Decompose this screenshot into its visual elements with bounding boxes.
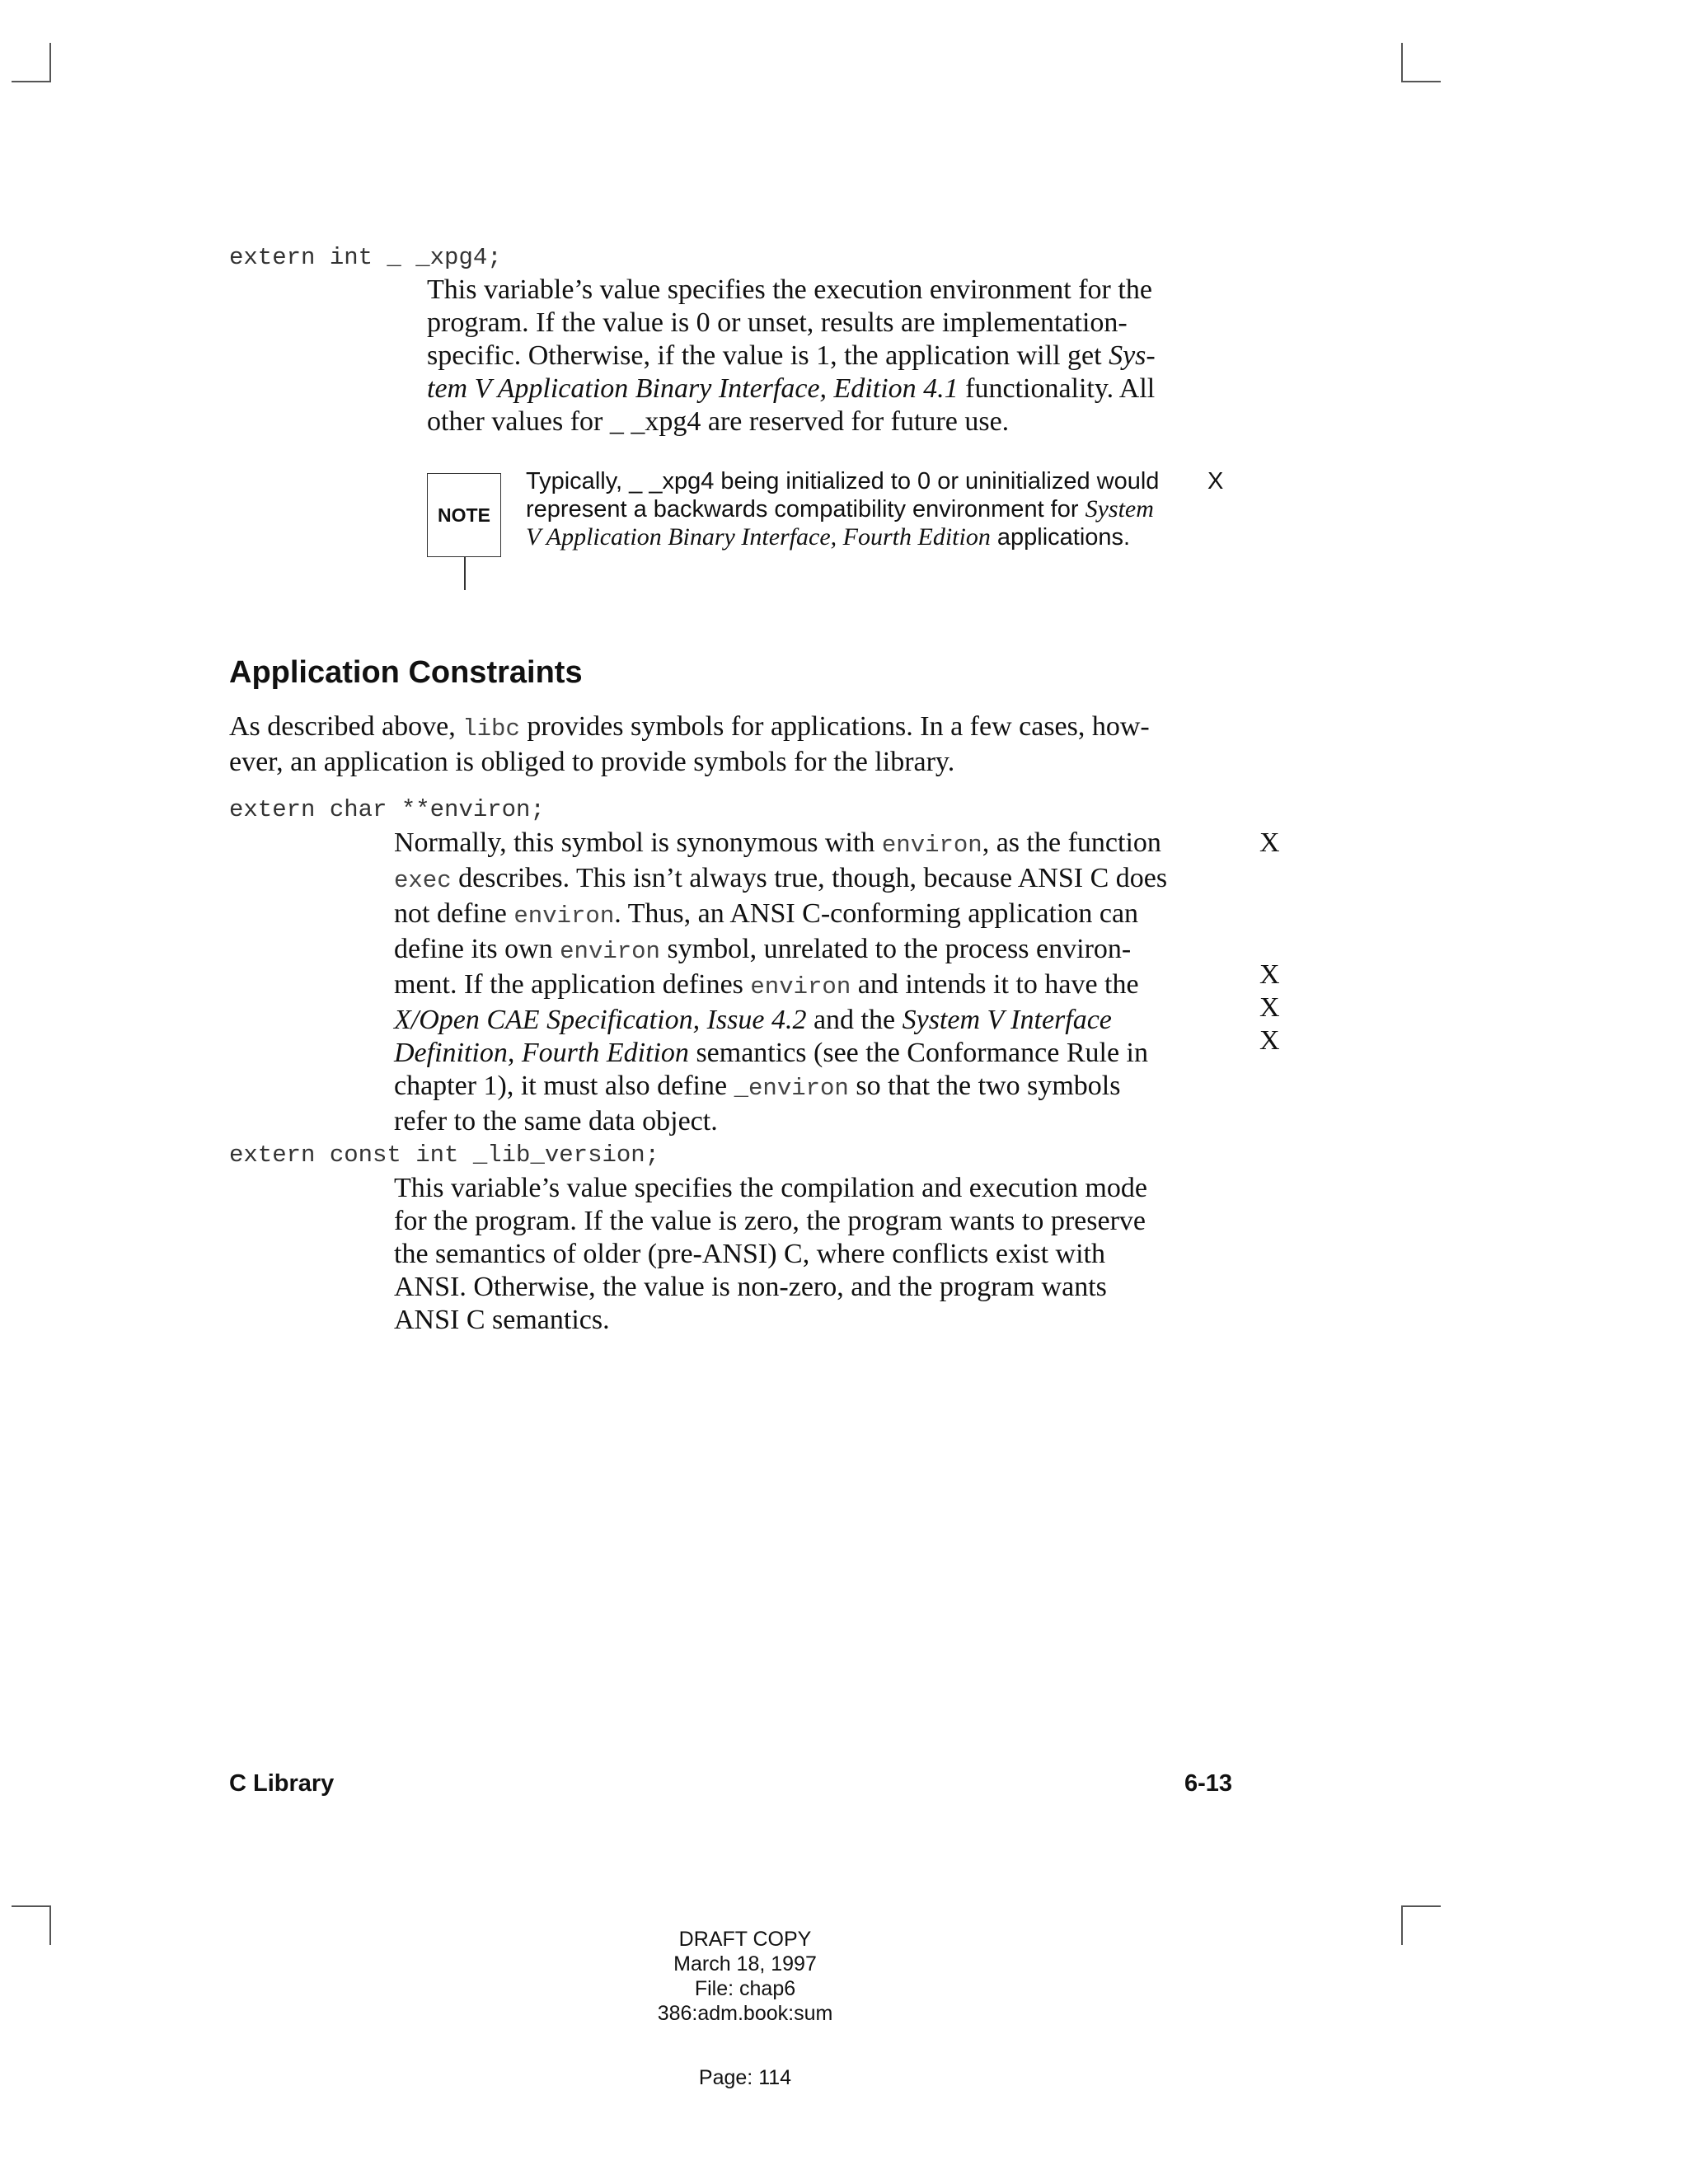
text-run: provides symbols for applications. In a few cases, how- — [519, 711, 1150, 742]
text-run: Normally, this symbol is synonymous with — [394, 827, 882, 858]
lib-line: for the program. If the value is zero, the program wants to preserve — [394, 1206, 1146, 1236]
note-label-box — [427, 473, 501, 557]
crop-mark-bottom-right-h — [1401, 1905, 1441, 1907]
change-mark: X — [1259, 827, 1280, 858]
text-run: , as the function — [982, 827, 1161, 858]
footer-chapter-title: C Library — [229, 1770, 335, 1797]
crop-mark-bottom-right-v — [1401, 1905, 1403, 1945]
code-environ: environ — [750, 973, 851, 1001]
intro-line: ever, an application is obliged to provide symbols for the library. — [229, 747, 955, 777]
declaration-lib-version: extern const int _lib_version; — [229, 1141, 660, 1169]
text-run: symbol, unrelated to the process environ- — [659, 934, 1132, 964]
draft-page: Page: 114 — [698, 2066, 792, 2089]
declaration-xpg4: extern int _ _xpg4; — [229, 244, 502, 271]
xpg4-line — [427, 373, 1156, 405]
intro-line — [229, 710, 1150, 746]
code-environ: environ — [513, 902, 615, 930]
environ-line — [394, 898, 1167, 933]
note-text — [526, 468, 1159, 551]
lib-line: ANSI. Otherwise, the value is non-zero, and the program wants — [394, 1272, 1107, 1302]
draft-copy-label: DRAFT COPY — [678, 1928, 812, 1951]
xpg4-line: This variable’s value specifies the execution environment for the — [427, 274, 1152, 305]
environ-line — [394, 827, 1167, 862]
text-run: so that the two symbols — [848, 1071, 1121, 1101]
xpg4-line: program. If the value is 0 or unset, results are implementation- — [427, 307, 1128, 338]
italic-title: V Application Binary Interface, Fourth Edition — [526, 523, 991, 551]
code-exec: exec — [394, 867, 452, 894]
note-line — [526, 495, 1159, 523]
italic-title: Sys- — [1109, 340, 1156, 371]
note-line: Typically, _ _xpg4 being initialized to 0 or uninitialized would — [526, 468, 1160, 494]
lib-version-description — [394, 1172, 1147, 1337]
crop-mark-top-right-h — [1401, 81, 1441, 82]
text-run: semantics (see the Conformance Rule in — [688, 1038, 1148, 1068]
text-run: functionality. All — [958, 373, 1156, 404]
draft-book-path: 386:adm.book:sum — [657, 2002, 833, 2025]
crop-mark-top-right-v — [1401, 43, 1403, 82]
change-mark: X — [1259, 959, 1280, 990]
environ-description — [394, 827, 1167, 1138]
environ-line — [394, 933, 1167, 968]
italic-title: Definition, Fourth Edition — [394, 1038, 689, 1068]
declaration-environ: extern char **environ; — [229, 796, 545, 823]
italic-title: System — [1085, 495, 1154, 523]
crop-mark-bottom-left-v — [49, 1905, 51, 1945]
change-mark: X — [1207, 468, 1224, 494]
text-run: and the — [806, 1005, 903, 1035]
note-line — [526, 523, 1159, 551]
text-run: . Thus, an ANSI C-conforming application can — [614, 898, 1139, 929]
footer-page-number: 6-13 — [1184, 1770, 1233, 1797]
text-run: As described above, — [229, 711, 463, 742]
section-heading: Application Constraints — [229, 655, 583, 690]
code-environ: environ — [881, 832, 982, 859]
change-mark: X — [1259, 1025, 1280, 1056]
xpg4-line: other values for _ _xpg4 are reserved for future use. — [427, 406, 1010, 437]
environ-line — [394, 1004, 1167, 1037]
lib-line: ANSI C semantics. — [394, 1305, 610, 1335]
draft-file: File: chap6 — [694, 1977, 796, 2000]
text-run: define its own — [394, 934, 560, 964]
note-stem-line — [464, 557, 466, 590]
environ-line — [394, 968, 1167, 1004]
lib-line: This variable’s value specifies the compilation and execution mode — [394, 1173, 1147, 1203]
text-run: represent a backwards compatibility environment for — [526, 496, 1085, 523]
note-label: NOTE — [438, 504, 490, 526]
draft-date: March 18, 1997 — [673, 1952, 817, 1975]
environ-line: refer to the same data object. — [394, 1106, 718, 1137]
italic-title: X/Open CAE Specification, Issue 4.2 — [394, 1005, 807, 1035]
environ-line — [394, 862, 1167, 898]
code-underscore-environ: _environ — [734, 1075, 849, 1102]
italic-title: System V Interface — [902, 1005, 1112, 1035]
intro-paragraph — [229, 710, 1150, 779]
text-run: applications. — [990, 524, 1131, 551]
text-run: specific. Otherwise, if the value is 1, the application will get — [427, 340, 1109, 371]
change-mark: X — [1259, 992, 1280, 1023]
crop-mark-top-left-v — [49, 43, 51, 82]
italic-title: tem V Application Binary Interface, Edition 4.1 — [427, 373, 959, 404]
crop-mark-bottom-left-h — [12, 1905, 51, 1907]
text-run: not define — [394, 898, 514, 929]
environ-line — [394, 1037, 1167, 1070]
text-run: and intends it to have the — [851, 969, 1139, 1000]
text-run: describes. This isn’t always true, though, because ANSI C does — [451, 863, 1168, 893]
xpg4-description — [427, 274, 1156, 438]
text-run: chapter 1), it must also define — [394, 1071, 734, 1101]
xpg4-line — [427, 340, 1156, 373]
environ-line — [394, 1070, 1167, 1105]
crop-mark-top-left-h — [12, 81, 51, 82]
code-environ: environ — [560, 938, 660, 965]
text-run: ment. If the application defines — [394, 969, 751, 1000]
code-libc: libc — [462, 715, 520, 743]
lib-line: the semantics of older (pre-ANSI) C, where conflicts exist with — [394, 1239, 1105, 1269]
